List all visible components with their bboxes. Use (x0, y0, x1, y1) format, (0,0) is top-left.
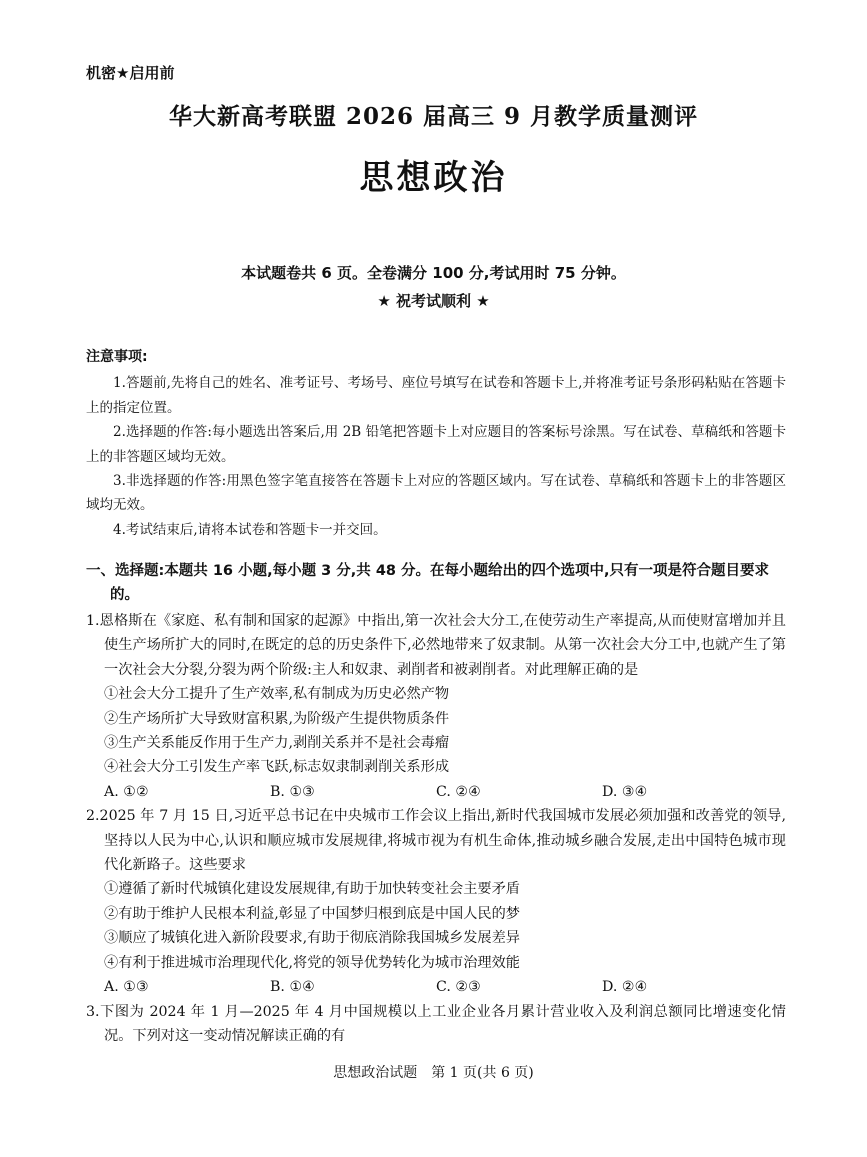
note-item: 3.非选择题的作答:用黑色签字笔直接答在答题卡上对应的答题区域内。写在试卷、草稿纸和答题卡上的非答题区域均无效。 (86, 473, 786, 514)
question-2 (86, 804, 786, 999)
page-footer: 思想政治试题 第 1 页(共 6 页) (333, 1065, 534, 1081)
exam-info: 本试题卷共 6 页。全卷满分 100 分,考试用时 75 分钟。 (241, 264, 626, 282)
statement-option: ②生产场所扩大导致财富积累,为阶级产生提供物质条件 (104, 710, 450, 727)
statement-option: ①遵循了新时代城镇化建设发展规律,有助于加快转变社会主要矛盾 (104, 881, 520, 898)
answer-choices (86, 780, 786, 804)
good-luck-line: ★ 祝考试顺利 ★ (377, 292, 490, 310)
question-stem: 1.恩格斯在《家庭、私有制和国家的起源》中指出,第一次社会大分工,在使劳动生产率提高,从而使财富增加并且使生产场所扩大的同时,在既定的总的历史条件下,必然地带来了奴隶制。从第一次社会大分工中,也就产生了第一次社会大分裂,分裂为两个阶级:主人和奴隶、剥削者和被剥削者。对此理解正确的是 (86, 613, 786, 678)
subject-title: 思想政治 (359, 158, 508, 198)
section-heading: 一、选择题:本题共 16 小题,每小题 3 分,共 48 分。在每小题给出的四个选项中,只有一项是符合题目要求的。 (86, 563, 770, 603)
questions-block (86, 609, 786, 1048)
question-1 (86, 609, 786, 804)
choice-a: A. ①③ (104, 979, 149, 996)
exam-title: 华大新高考联盟 2026 届高三 9 月教学质量测评 (168, 103, 699, 130)
notes-block (86, 345, 786, 542)
note-item: 4.考试结束后,请将本试卷和答题卡一并交回。 (113, 521, 387, 538)
choice-a: A. ①② (104, 783, 149, 800)
choice-c: C. ②④ (436, 783, 481, 800)
answer-choices (86, 975, 786, 999)
question-stem: 2.2025 年 7 月 15 日,习近平总书记在中央城市工作会议上指出,新时代我国城市发展必须加强和改善党的领导,坚持以人民为中心,认识和顺应城市发展规律,将城市视为有机生命体,推动城乡融合发展,走出中国特色城市现代化新路子。这些要求 (86, 808, 786, 874)
statement-option: ③顺应了城镇化进入新阶段要求,有助于彻底消除我国城乡发展差异 (104, 930, 520, 947)
statement-option: ②有助于维护人民根本利益,彰显了中国梦归根到底是中国人民的梦 (104, 905, 520, 922)
choice-b: B. ①④ (270, 979, 315, 996)
statement-option: ③生产关系能反作用于生产力,剥削关系并不是社会毒瘤 (104, 735, 450, 752)
question-stem: 3.下图为 2024 年 1 月—2025 年 4 月中国规模以上工业企业各月累计营业收入及利润总额同比增速变化情况。下列对这一变动情况解读正确的有 (86, 1003, 786, 1044)
secret-mark: 机密★启用前 (86, 64, 175, 82)
choice-d: D. ③④ (602, 783, 648, 800)
choice-d: D. ②④ (602, 979, 648, 996)
statement-option: ④有利于推进城市治理现代化,将党的领导优势转化为城市治理效能 (104, 954, 520, 971)
note-item: 1.答题前,先将自己的姓名、准考证号、考场号、座位号填写在试卷和答题卡上,并将准考证号条形码粘贴在答题卡上的指定位置。 (86, 375, 786, 416)
question-3 (86, 1000, 786, 1049)
choice-b: B. ①③ (270, 783, 315, 800)
choice-c: C. ②③ (436, 979, 481, 996)
statement-option: ④社会大分工引发生产率飞跃,标志奴隶制剥削关系形成 (104, 759, 450, 776)
statement-option: ①社会大分工提升了生产效率,私有制成为历史必然产物 (104, 686, 450, 703)
notes-heading: 注意事项: (86, 349, 148, 365)
note-item: 2.选择题的作答:每小题选出答案后,用 2B 铅笔把答题卡上对应题目的答案标号涂黑。写在试卷、草稿纸和答题卡上的非答题区域均无效。 (86, 424, 786, 465)
